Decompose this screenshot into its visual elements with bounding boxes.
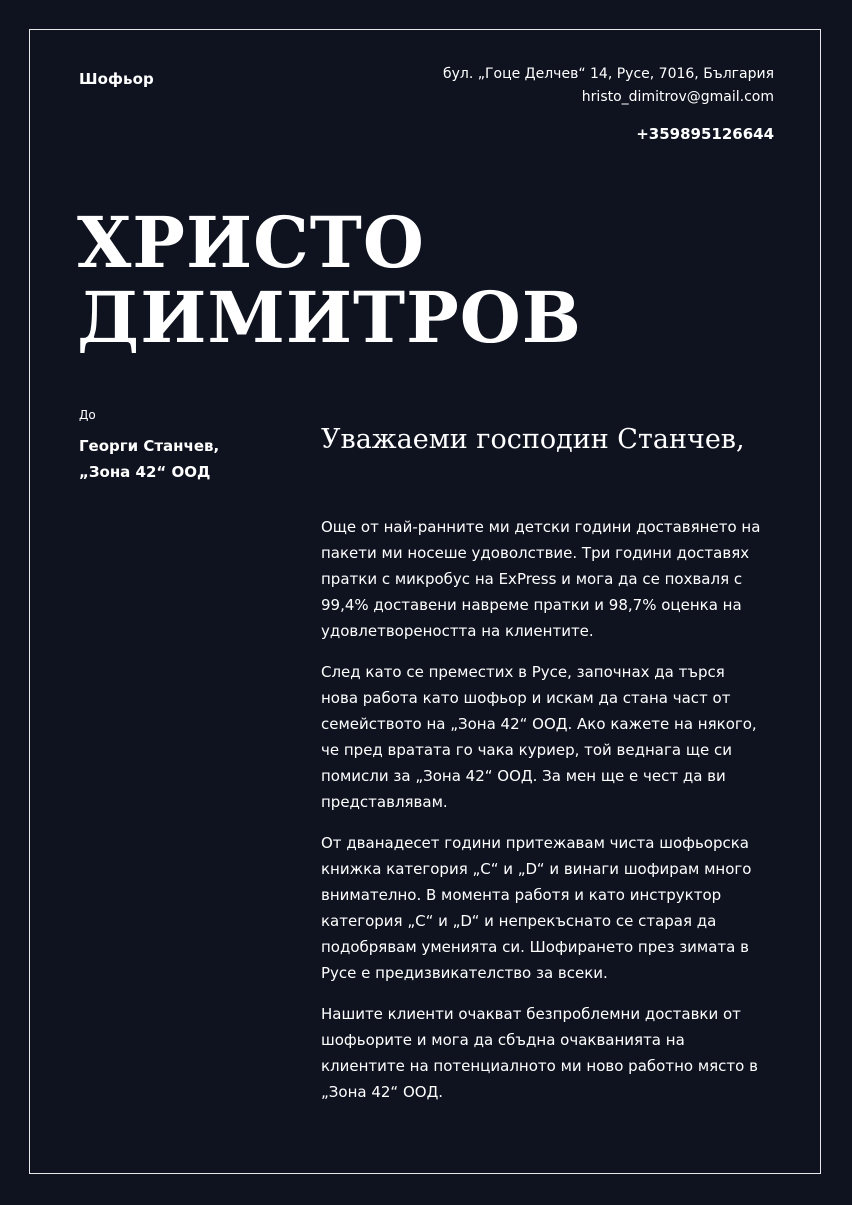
applicant-name [77, 201, 582, 359]
paragraph: Нашите клиенти очакват безпроблемни доставки от шофьорите и мога да сбъдна очакванията на клиентите на потенциалното ми ново работно място в „Зона 42“ ООД. [321, 1005, 758, 1101]
recipient-block [79, 433, 219, 485]
paragraph: От дванадесет години притежавам чиста шофьорска книжка категория „C“ и „D“ и винаги шофирам много внимателно. В момента работя и като инструктор категория „C“ и „D“ и непрекъснато се старая да подобрявам уменията си. Шофирането през зимата в Русе е предизвикателство за всеки. [321, 834, 752, 982]
to-label: До [79, 408, 96, 422]
recipient-name: Георги Станчев, [79, 437, 220, 455]
paragraph: След като се преместих в Русе, започнах да търся нова работа като шофьор и искам да стана част от семейството на „Зона 42“ ООД. Ако кажете на някого, че пред вратата го чака куриер, той веднага ще си помисли за „Зона 42“ ООД. За мен ще е чест да ви представлявам. [321, 663, 757, 811]
email: hristo_dimitrov@gmail.com [581, 89, 774, 105]
contact-info [443, 63, 774, 146]
phone: +359895126644 [636, 125, 774, 143]
paragraph: Още от най-ранните ми детски години доставянето на пакети ми носеше удоволствие. Три години доставях пратки с микробус на ExPress и мога да се похваля с 99,4% доставени навреме пратки и 98,7% оценка на удовлетвореността на клиентите. [321, 518, 761, 640]
recipient-company: „Зона 42“ ООД [79, 463, 211, 481]
letter-body [321, 514, 761, 1120]
address: бул. „Гоце Делчев“ 14, Русе, 7016, България [442, 66, 774, 82]
last-name: ДИМИТРОВ [77, 276, 582, 359]
letter-greeting: Уважаеми господин Станчев, [321, 424, 745, 455]
first-name: ХРИСТО [77, 201, 425, 284]
job-title: Шофьор [79, 70, 154, 88]
